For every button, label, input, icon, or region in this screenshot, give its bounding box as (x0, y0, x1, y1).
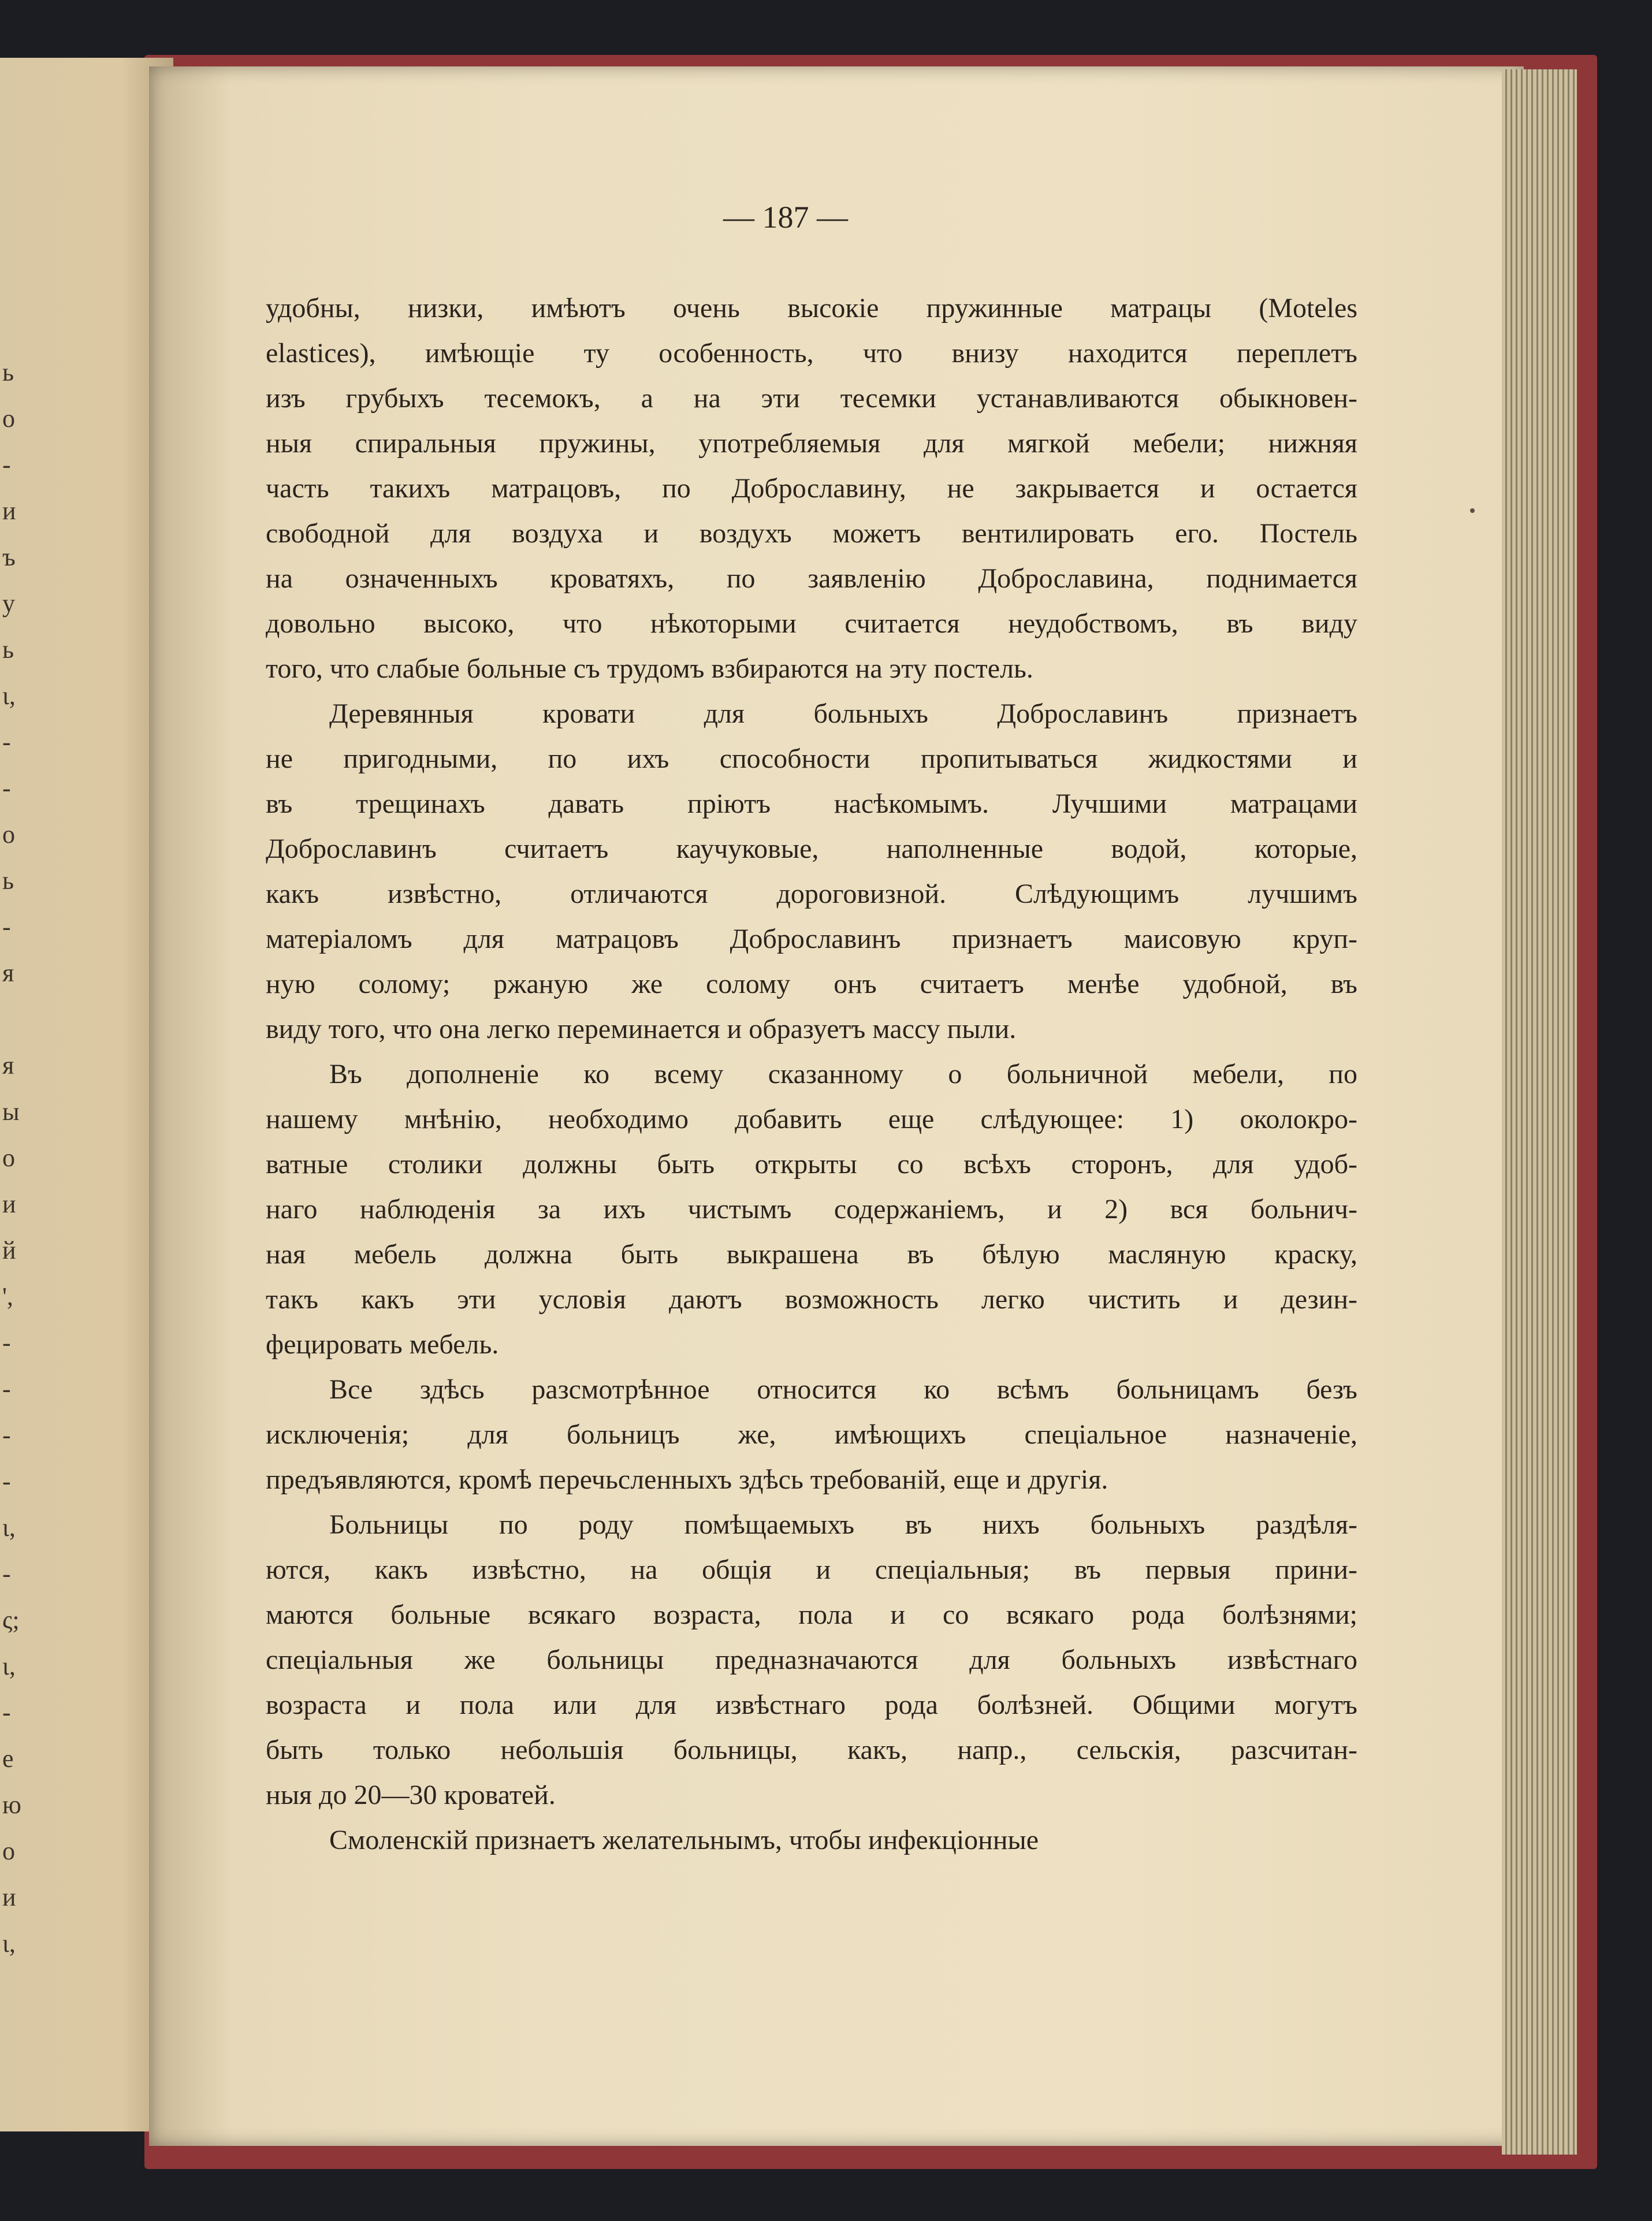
text-line: возраста и пола или для извѣстнаго рода болѣзней. Общими могутъ (266, 1690, 1357, 1720)
text-line: ныя спиральныя пружины, употребляемыя для мягкой мебели; нижняя (266, 428, 1357, 459)
left-edge-char: ь (2, 358, 14, 386)
left-edge-char: у (2, 589, 15, 617)
paragraph (266, 1052, 1357, 1367)
left-edge-char: о (2, 820, 15, 849)
text-line: наго наблюденія за ихъ чистымъ содержаніемъ, и 2) вся больнич- (266, 1194, 1357, 1225)
left-edge-char: ъ (2, 543, 16, 571)
text-line: изъ грубыхъ тесемокъ, а на эти тесемки устанавливаются обыкновен- (266, 383, 1357, 414)
left-edge-char: - (2, 1467, 11, 1495)
text-line: маются больные всякаго возраста, пола и со всякаго рода болѣзнями; (266, 1599, 1357, 1630)
left-edge-char: я (2, 1051, 14, 1080)
left-edge-char: - (2, 1421, 11, 1449)
text-line: не пригодными, по ихъ способности пропитываться жидкостями и (266, 743, 1357, 774)
left-edge-char: ю (2, 1791, 21, 1819)
paragraph (266, 691, 1357, 1052)
left-edge-char: - (2, 728, 11, 756)
left-edge-char: я (2, 959, 14, 987)
text-line: матеріаломъ для матрацовъ Доброславинъ признаетъ маисовую круп- (266, 924, 1357, 954)
text-line: удобны, низки, имѣютъ очень высокіе пружинные матрацы (Moteles (266, 293, 1357, 323)
text-line: въ трещинахъ давать пріютъ насѣкомымъ. Лучшими матрацами (266, 788, 1357, 819)
paper-speck (1470, 508, 1475, 513)
text-line: Доброславинъ считаетъ каучуковые, наполненные водой, которые, (266, 834, 1357, 864)
left-edge-char: ь (2, 635, 14, 664)
paragraph (266, 1818, 1357, 1863)
text-line: elastices), имѣющіе ту особенность, что внизу находится переплетъ (266, 338, 1357, 369)
text-line: Въ дополненіе ко всему сказанному о больничной мебели, по (329, 1059, 1357, 1089)
left-edge-char: ι, (2, 1652, 16, 1680)
text-line: исключенія; для больницъ же, имѣющихъ спеціальное назначеніе, (266, 1419, 1357, 1450)
paragraph (266, 1367, 1357, 1502)
left-edge-char: о (2, 1837, 15, 1865)
text-line: на означенныхъ кроватяхъ, по заявленію Доброславина, поднимается (266, 563, 1357, 594)
left-edge-char: - (2, 1698, 11, 1727)
paragraph (266, 1502, 1357, 1818)
left-edge-char: - (2, 774, 11, 802)
left-edge-char: и (2, 1190, 16, 1218)
left-edge-char: ι, (2, 1513, 16, 1542)
left-edge-char: ι, (2, 682, 16, 710)
left-edge-char: - (2, 1375, 11, 1403)
left-edge-char: ы (2, 1098, 20, 1126)
left-edge-char: и (2, 1883, 16, 1911)
left-page-edge-text (2, 349, 25, 1967)
text-line: Смоленскій признаетъ желательнымъ, чтобы инфекціонные (329, 1825, 1039, 1855)
left-edge-char: ς; (2, 1606, 20, 1634)
text-line: ватные столики должны быть открыты со всѣхъ сторонъ, для удоб- (266, 1149, 1357, 1180)
left-edge-char: - (2, 1329, 11, 1357)
text-line: нашему мнѣнію, необходимо добавить еще слѣдующее: 1) околокро- (266, 1104, 1357, 1134)
text-line: фецировать мебель. (266, 1329, 499, 1360)
left-edge-char: е (2, 1744, 14, 1773)
text-line: Деревянныя кровати для больныхъ Доброславинъ признаетъ (329, 698, 1357, 729)
text-line: часть такихъ матрацовъ, по Доброславину, не закрывается и остается (266, 473, 1357, 504)
left-edge-char: - (2, 1560, 11, 1588)
left-edge-char: ь (2, 866, 14, 895)
left-edge-char: и (2, 497, 16, 525)
text-line: свободной для воздуха и воздухъ можетъ вентилировать его. Постель (266, 518, 1357, 549)
page-text (266, 286, 1357, 1863)
left-edge-char: - (2, 913, 11, 941)
left-edge-char (2, 996, 25, 1043)
text-line: предъявляются, кромѣ перечьсленныхъ здѣсь требованій, еще и другія. (266, 1464, 1108, 1495)
text-line: быть только небольшія больницы, какъ, напр., сельскія, разсчитан- (266, 1735, 1357, 1765)
text-line: ются, какъ извѣстно, на общія и спеціальныя; въ первыя прини- (266, 1554, 1357, 1585)
text-line: того, что слабые больные съ трудомъ взбираются на эту постель. (266, 653, 1033, 684)
text-line: довольно высоко, что нѣкоторыми считается неудобствомъ, въ виду (266, 608, 1357, 639)
text-line: ная мебель должна быть выкрашена въ бѣлую масляную краску, (266, 1239, 1357, 1270)
text-line: ныя до 20—30 кроватей. (266, 1780, 556, 1810)
left-edge-char: о (2, 404, 15, 433)
page-edges (1502, 69, 1577, 2155)
left-facing-page (0, 58, 173, 2131)
paragraph (266, 286, 1357, 691)
left-edge-char: ι, (2, 1929, 16, 1958)
text-line: какъ извѣстно, отличаются дороговизной. Слѣдующимъ лучшимъ (266, 879, 1357, 909)
left-edge-char: о (2, 1144, 15, 1172)
text-line: такъ какъ эти условія даютъ возможность легко чистить и дезин- (266, 1284, 1357, 1315)
page-number: — 187 — (723, 200, 848, 235)
text-line: Все здѣсь разсмотрѣнное относится ко всѣмъ больницамъ безъ (329, 1374, 1357, 1405)
text-line: Больницы по роду помѣщаемыхъ въ нихъ больныхъ раздѣля- (329, 1509, 1357, 1540)
text-line: виду того, что она легко переминается и образуетъ массу пыли. (266, 1014, 1017, 1044)
left-edge-char: - (2, 451, 11, 479)
text-line: спеціальныя же больницы предназначаются для больныхъ извѣстнаго (266, 1645, 1357, 1675)
left-edge-char: ', (2, 1282, 13, 1311)
left-edge-char: й (2, 1236, 16, 1264)
text-line: ную солому; ржаную же солому онъ считаетъ менѣе удобной, въ (266, 969, 1357, 999)
